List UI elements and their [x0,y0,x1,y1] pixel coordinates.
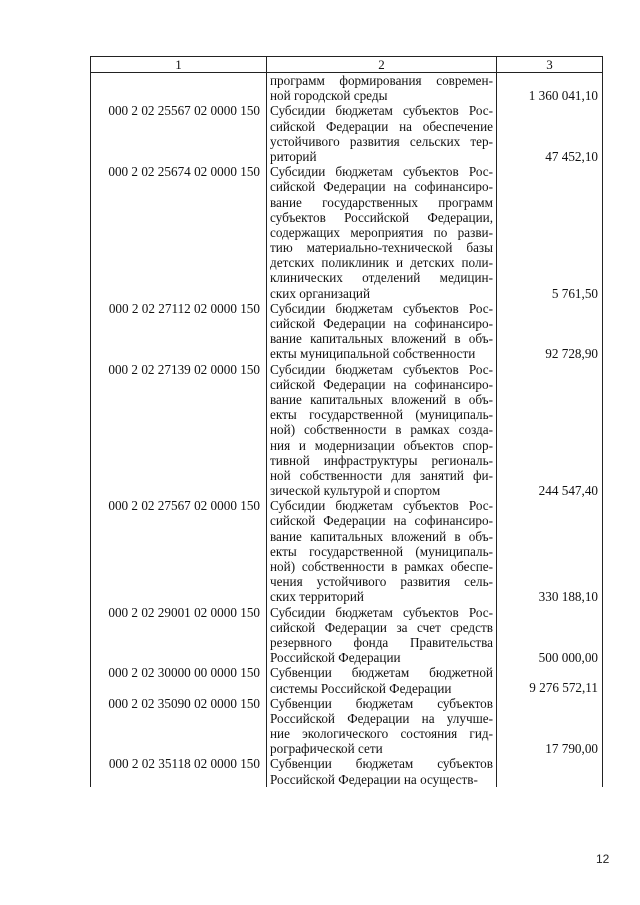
description-line: Субсидии бюджетам субъектов Рос- [270,300,493,316]
description-line: риторий [270,148,317,164]
table-row [91,696,603,757]
amount-value: 500 000,00 [497,605,603,666]
revenue-description [267,665,497,695]
table-row [91,756,603,786]
description-line: сийской Федерации на обеспечение [270,118,493,134]
amount-value: 244 547,40 [497,362,603,499]
budget-code: 000 2 02 35090 02 0000 150 [91,696,267,757]
description-line: ских организаций [270,285,371,301]
table-body [91,73,603,787]
description-line: детских поликлиник и детских поли- [270,255,493,271]
amount-value: 330 188,10 [497,498,603,604]
description-line: екты муниципальной собственности [270,346,476,362]
description-line: Субвенции бюджетам бюджетной [270,665,493,681]
budget-table-container [90,56,602,787]
amount-value: 5 761,50 [497,164,603,301]
table-row [91,362,603,499]
description-line: ние экологического состояния гид- [270,726,493,742]
table-row [91,498,603,604]
revenue-description [267,73,497,104]
description-line: екты государственной (муниципаль- [270,407,493,423]
description-line: сийской Федерации за счет средств [270,619,493,635]
description-line: Российской Федерации на улучше- [270,710,493,726]
table-row [91,605,603,666]
description-line: системы Российской Федерации [270,680,452,696]
budget-code: 000 2 02 35118 02 0000 150 [91,756,267,786]
revenue-description [267,301,497,362]
revenue-description [267,605,497,666]
description-line: резервного фонда Правительства [270,634,493,650]
description-line: устойчивого развития сельских тер- [270,133,493,149]
description-line: Субвенции бюджетам субъектов [270,695,493,711]
budget-code: 000 2 02 25674 02 0000 150 [91,164,267,301]
amount-value: 47 452,10 [497,103,603,164]
description-line: ной) собственности в рамках обеспе- [270,559,493,574]
budget-code: 000 2 02 27112 02 0000 150 [91,301,267,362]
amount-value: 92 728,90 [497,301,603,362]
revenue-description [267,103,497,164]
table-row [91,73,603,104]
description-line: ских территорий [270,589,364,605]
description-line: сийской Федерации на софинансиро- [270,513,493,529]
amount-value [497,756,603,786]
description-line: Российской Федерации на осуществ- [270,771,478,787]
description-line: Субсидии бюджетам субъектов Рос- [270,604,493,620]
description-line: вание капитальных вложений в объ- [270,391,493,407]
description-line: тию материально-технической базы [270,240,493,256]
description-line: вание государственных программ [270,194,493,210]
page-number: 12 [596,852,610,866]
description-line: екты государственной (муниципаль- [270,543,493,559]
description-line: сийской Федерации на софинансиро- [270,376,493,392]
table-header-row [91,57,603,73]
budget-code: 000 2 02 27567 02 0000 150 [91,498,267,604]
description-line: Субсидии бюджетам субъектов Рос- [270,164,493,180]
revenue-description [267,362,497,499]
description-line: ной) собственности в рамках созда- [270,422,493,438]
description-line: вание капитальных вложений в объ- [270,528,493,544]
description-line: Российской Федерации [270,650,401,666]
revenue-description [267,164,497,301]
description-line: рографической сети [270,741,383,757]
description-line: зической культурой и спортом [270,483,441,499]
description-line: ния и модернизации объектов спор- [270,437,493,453]
description-line: ной городской среды [270,88,388,104]
revenue-description [267,498,497,604]
description-line: содержащих мероприятия по разви- [270,224,493,240]
budget-code: 000 2 02 29001 02 0000 150 [91,605,267,666]
description-line: Субсидии бюджетам субъектов Рос- [270,498,493,514]
revenue-description [267,756,497,786]
description-line: вание капитальных вложений в объ- [270,331,493,347]
table-row [91,665,603,695]
table-row [91,164,603,301]
description-line: сийской Федерации на софинансиро- [270,316,493,331]
description-line: субъектов Российской Федерации, [270,209,493,225]
description-line: ной собственности для занятий фи- [270,467,493,483]
column-header-code: 1 [91,57,267,73]
budget-code: 000 2 02 27139 02 0000 150 [91,362,267,499]
budget-code: 000 2 02 30000 00 0000 150 [91,665,267,695]
description-line: чения устойчивого развития сель- [270,574,493,590]
amount-value: 9 276 572,11 [497,665,603,695]
description-line: тивной инфраструктуры региональ- [270,452,493,468]
description-line: клинических отделений медицин- [270,270,493,286]
amount-value: 17 790,00 [497,696,603,757]
description-line: Субсидии бюджетам субъектов Рос- [270,103,493,119]
table-row [91,301,603,362]
column-header-amount: 3 [497,57,603,73]
budget-revenue-table [90,56,603,787]
description-line: сийской Федерации на софинансиро- [270,179,493,195]
budget-code [91,73,267,104]
budget-code: 000 2 02 25567 02 0000 150 [91,103,267,164]
amount-value: 1 360 041,10 [497,73,603,104]
description-line: программ формирования современ- [270,73,493,88]
description-line: Субсидии бюджетам субъектов Рос- [270,361,493,377]
table-row [91,103,603,164]
description-line: Субвенции бюджетам субъектов [270,756,493,772]
column-header-description: 2 [267,57,497,73]
revenue-description [267,696,497,757]
